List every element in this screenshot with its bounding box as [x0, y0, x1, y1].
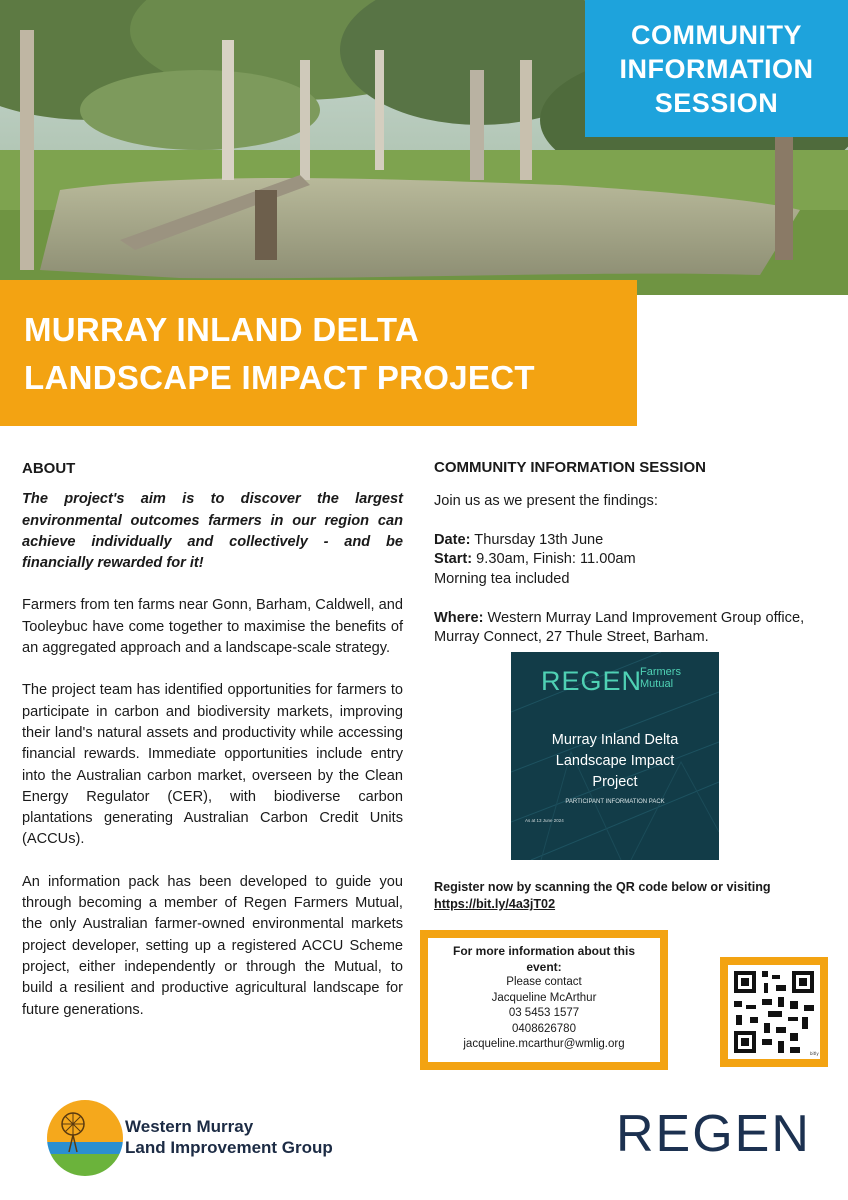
contact-name: Jacqueline McArthur — [491, 991, 597, 1004]
about-section — [22, 458, 403, 1042]
contact-box — [420, 930, 668, 1070]
cover-title-line-1: Murray Inland Delta — [551, 732, 679, 748]
about-paragraph-1: Farmers from ten farms near Gonn, Barham, Caldwell, and Tooleybuc have come together to maximise the benefits of an aggregated approach and a landscape-scale strategy. — [22, 597, 403, 657]
cover-title-line-2: Landscape Impact — [555, 753, 675, 769]
badge-line-1: COMMUNITY — [631, 19, 802, 50]
session-time — [434, 550, 834, 570]
session-section — [434, 458, 834, 648]
where-value: Western Murray Land Improvement Group office, Murray Connect, 27 Thule Street, Barham. — [434, 609, 805, 645]
start-label: Start: — [434, 551, 473, 567]
session-heading: COMMUNITY INFORMATION SESSION — [434, 459, 706, 476]
cover-logo-mutual: Mutual — [640, 678, 674, 690]
about-paragraph-3: An information pack has been developed to guide you through becoming a member of Regen Farmers Mutual, the only Australian farmer-owned environmental markets project developer, setting up a registered ACCU Scheme project, either independently or through the Mutual, to build a resilient and productive agricultural landscape for future generations. — [22, 873, 403, 1018]
session-location — [434, 609, 834, 648]
info-pack-cover — [511, 652, 719, 860]
cover-title-line-3: Project — [592, 774, 638, 790]
register-note — [434, 879, 834, 913]
wmlig-line-1: Western Murray — [125, 1117, 254, 1136]
date-value: Thursday 13th June — [474, 531, 604, 548]
badge-line-2: INFORMATION — [619, 53, 814, 84]
qr-caption: bitly — [810, 1051, 819, 1056]
contact-phone-1: 03 5453 1577 — [508, 1007, 580, 1019]
register-link[interactable]: https://bit.ly/4a3jT02 — [434, 897, 556, 911]
date-label: Date: — [434, 531, 471, 548]
wmlig-logo — [45, 1098, 125, 1178]
about-paragraph-2: The project team has identified opportunities for farmers to participate in carbon and biodiversity markets, improving their land's natural assets and productivity while accessing financial rewards. Immediate opportunities include entry into the Australian carbon market, overseen by the Clean Energy Regulator (CER), with biodiverse carbon plantations generating Australian Carbon Credit Units (ACCUs). — [22, 682, 403, 848]
contact-line: Please contact — [506, 976, 582, 988]
about-heading: ABOUT — [22, 460, 76, 477]
contact-phone-2: 0408626780 — [512, 1022, 576, 1035]
start-value: 9.30am, Finish: 11.00am — [476, 551, 636, 567]
title-band — [0, 280, 637, 426]
session-date — [434, 531, 834, 551]
qr-code-frame[interactable] — [720, 957, 828, 1067]
badge-line-3: SESSION — [654, 87, 779, 118]
contact-heading-1: For more information about this — [453, 944, 635, 958]
regen-logo: REGEN — [616, 1105, 811, 1163]
cover-date: As at 13 June 2024 — [525, 818, 564, 823]
session-intro: Join us as we present the findings: — [434, 492, 658, 509]
register-text: Register now by scanning the QR code below or visiting — [434, 880, 771, 894]
wmlig-line-2: Land Improvement Group — [125, 1138, 333, 1157]
cover-title — [511, 730, 719, 793]
cover-subtitle: PARTICIPANT INFORMATION PACK — [565, 799, 665, 805]
morning-tea: Morning tea included — [434, 570, 570, 587]
wmlig-name — [125, 1116, 333, 1158]
session-badge — [585, 0, 848, 137]
project-aim: The project's aim is to discover the largest environmental outcomes farmers in our region can achieve individually and collectively - and be financially rewarded for it! — [22, 491, 403, 572]
cover-logo-sub — [640, 666, 681, 690]
where-label: Where: — [434, 609, 484, 626]
contact-email[interactable]: jacqueline.mcarthur@wmlig.org — [463, 1038, 625, 1050]
qr-code-icon[interactable] — [728, 965, 820, 1059]
page-title — [24, 306, 535, 402]
cover-logo-farmers: Farmers — [640, 666, 681, 678]
contact-heading-2: event: — [526, 959, 562, 974]
title-line-1: MURRAY INLAND DELTA — [24, 311, 419, 348]
cover-regen-logo: REGEN — [541, 666, 643, 696]
title-line-2: LANDSCAPE IMPACT PROJECT — [24, 359, 535, 396]
